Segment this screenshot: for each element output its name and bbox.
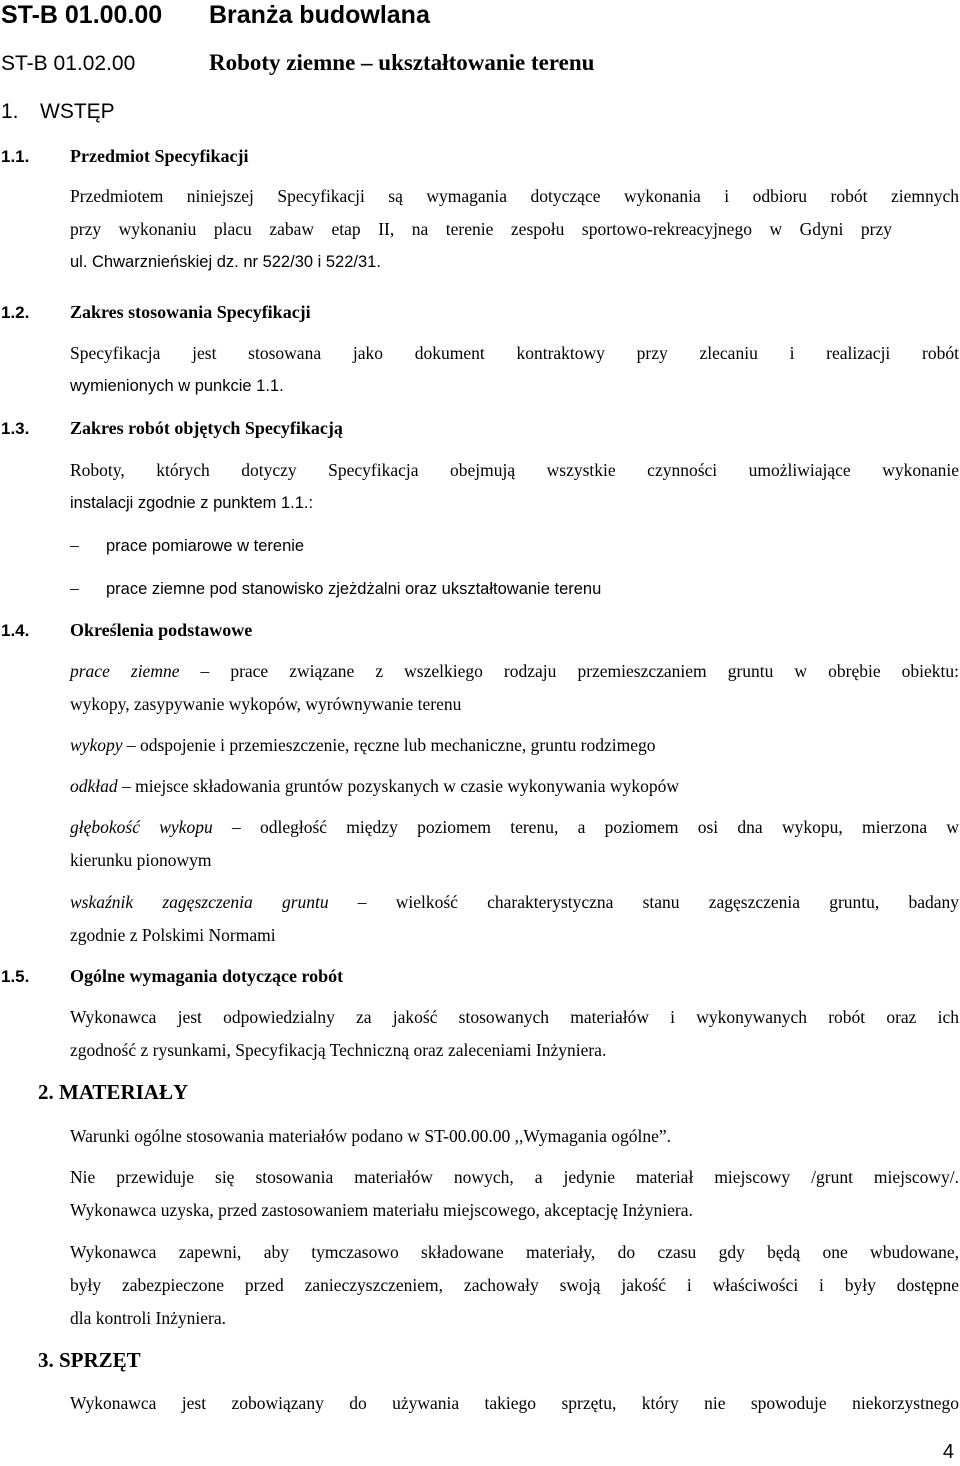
definition-term: głębokość wykopu — [70, 817, 213, 837]
section-1-number: 1. — [1, 100, 19, 123]
body-line: ul. Chwarznieńskiej dz. nr 522/30 i 522/31. — [70, 253, 381, 271]
definition-text: – prace związane z wszelkiego rodzaju przemieszczaniem gruntu w obrębie obiektu: — [179, 661, 959, 681]
section-1-3-title: Zakres robót objętych Specyfikacją — [70, 418, 343, 438]
definition-text: – wielkość charakterystyczna stanu zagęszczenia gruntu, badany — [328, 892, 959, 912]
definition-term: wskaźnik zagęszczenia gruntu — [70, 892, 329, 912]
definition-text: – odspojenie i przemieszczenie, ręczne lub mechaniczne, gruntu rodzimego — [122, 735, 656, 755]
section-1-4-title: Określenia podstawowe — [70, 620, 253, 640]
section-1-5-title: Ogólne wymagania dotyczące robót — [70, 966, 344, 986]
body-line: Nie przewiduje się stosowania materiałów nowych, a jedynie materiał miejscowy /grunt miejscowy/. — [70, 1167, 959, 1187]
definition-line: zgodnie z Polskimi Normami — [70, 925, 276, 945]
definition-term: wykopy — [70, 735, 123, 755]
section-1-3-body — [70, 454, 959, 520]
definition-line — [70, 811, 959, 844]
branch-title: Branża budowlana — [209, 1, 430, 29]
definition-wskaznik-zageszczenia — [70, 886, 959, 952]
section-1-5-body — [70, 1001, 959, 1067]
section-1-2-body — [70, 337, 959, 403]
section-2-para-2 — [70, 1161, 959, 1227]
dash-bullet: – — [70, 578, 79, 598]
definition-line: kierunku pionowym — [70, 850, 212, 870]
body-line: Warunki ogólne stosowania materiałów podano w ST-00.00.00 ,,Wymagania ogólne”. — [70, 1126, 671, 1146]
definition-line — [70, 886, 959, 919]
branch-code: ST-B 01.00.00 — [1, 1, 163, 29]
section-2-para-3 — [70, 1236, 959, 1335]
body-line: zgodność z rysunkami, Specyfikacją Techniczną oraz zaleceniami Inżyniera. — [70, 1040, 607, 1060]
section-1-2-title: Zakres stosowania Specyfikacji — [70, 302, 311, 322]
definition-wykopy — [70, 729, 959, 762]
section-1-5-number: 1.5. — [1, 967, 30, 986]
definition-text: – miejsce składowania gruntów pozyskanych w czasie wykonywania wykopów — [117, 776, 679, 796]
list-item-text: prace pomiarowe w terenie — [106, 537, 305, 555]
section-2-para-1 — [70, 1120, 959, 1153]
body-line: były zabezpieczone przed zanieczyszczeniem, zachowały swoją jakość i właściwości i były dostępne — [70, 1275, 959, 1295]
section-3-title: 3. SPRZĘT — [38, 1348, 141, 1372]
body-line: Specyfikacja jest stosowana jako dokument kontraktowy przy zlecaniu i realizacji robót — [70, 343, 959, 363]
definition-line — [70, 770, 959, 803]
body-line: Wykonawca uzyska, przed zastosowaniem materiału miejscowego, akceptację Inżyniera. — [70, 1200, 693, 1220]
section-1-title: WSTĘP — [40, 100, 115, 123]
body-line: Wykonawca jest zobowiązany do używania takiego sprzętu, który nie spowoduje niekorzystnego — [70, 1393, 959, 1413]
definition-glebokosc-wykopu — [70, 811, 959, 877]
section-1-1-number: 1.1. — [1, 147, 30, 166]
definition-term: prace ziemne — [70, 661, 180, 681]
body-line: Przedmiotem niniejszej Specyfikacji są wymagania dotyczące wykonania i odbioru robót ziemnych — [70, 186, 959, 206]
body-line: wymienionych w punkcie 1.1. — [70, 377, 284, 395]
body-line: przy wykonaniu placu zabaw etap II, na terenie zespołu sportowo-rekreacyjnego w Gdyni przy — [70, 219, 892, 239]
dash-bullet: – — [70, 535, 79, 555]
body-line: dla kontroli Inżyniera. — [70, 1308, 226, 1328]
page-number: 4 — [942, 1441, 954, 1463]
body-line: Roboty, których dotyczy Specyfikacja obejmują wszystkie czynności umożliwiające wykonanie — [70, 460, 959, 480]
list-item — [70, 537, 304, 555]
definition-term: odkład — [70, 776, 118, 796]
section-1-1-title: Przedmiot Specyfikacji — [70, 146, 249, 166]
section-1-4-number: 1.4. — [1, 621, 30, 640]
section-1-2-number: 1.2. — [1, 303, 30, 322]
spec-code: ST-B 01.02.00 — [1, 52, 136, 75]
definition-line — [70, 655, 959, 688]
body-line: Wykonawca jest odpowiedzialny za jakość stosowanych materiałów i wykonywanych robót oraz ich — [70, 1007, 959, 1027]
body-line: instalacji zgodnie z punktem 1.1.: — [70, 494, 314, 512]
definition-text: – odległość między poziomem terenu, a poziomem osi dna wykopu, mierzona w — [212, 817, 959, 837]
section-2-title: 2. MATERIAŁY — [38, 1080, 189, 1104]
definition-line — [70, 729, 959, 762]
section-3-para-1 — [70, 1387, 959, 1420]
definition-prace-ziemne — [70, 655, 959, 721]
section-1-1-body — [70, 180, 959, 279]
spec-title: Roboty ziemne – ukształtowanie terenu — [209, 50, 595, 75]
section-1-3-number: 1.3. — [1, 419, 30, 438]
list-item — [70, 580, 601, 598]
definition-odklad — [70, 770, 959, 803]
list-item-text: prace ziemne pod stanowisko zjeżdżalni oraz ukształtowanie terenu — [106, 580, 602, 598]
definition-line: wykopy, zasypywanie wykopów, wyrównywanie terenu — [70, 694, 462, 714]
body-line: Wykonawca zapewni, aby tymczasowo składowane materiały, do czasu gdy będą one wbudowane, — [70, 1242, 959, 1262]
